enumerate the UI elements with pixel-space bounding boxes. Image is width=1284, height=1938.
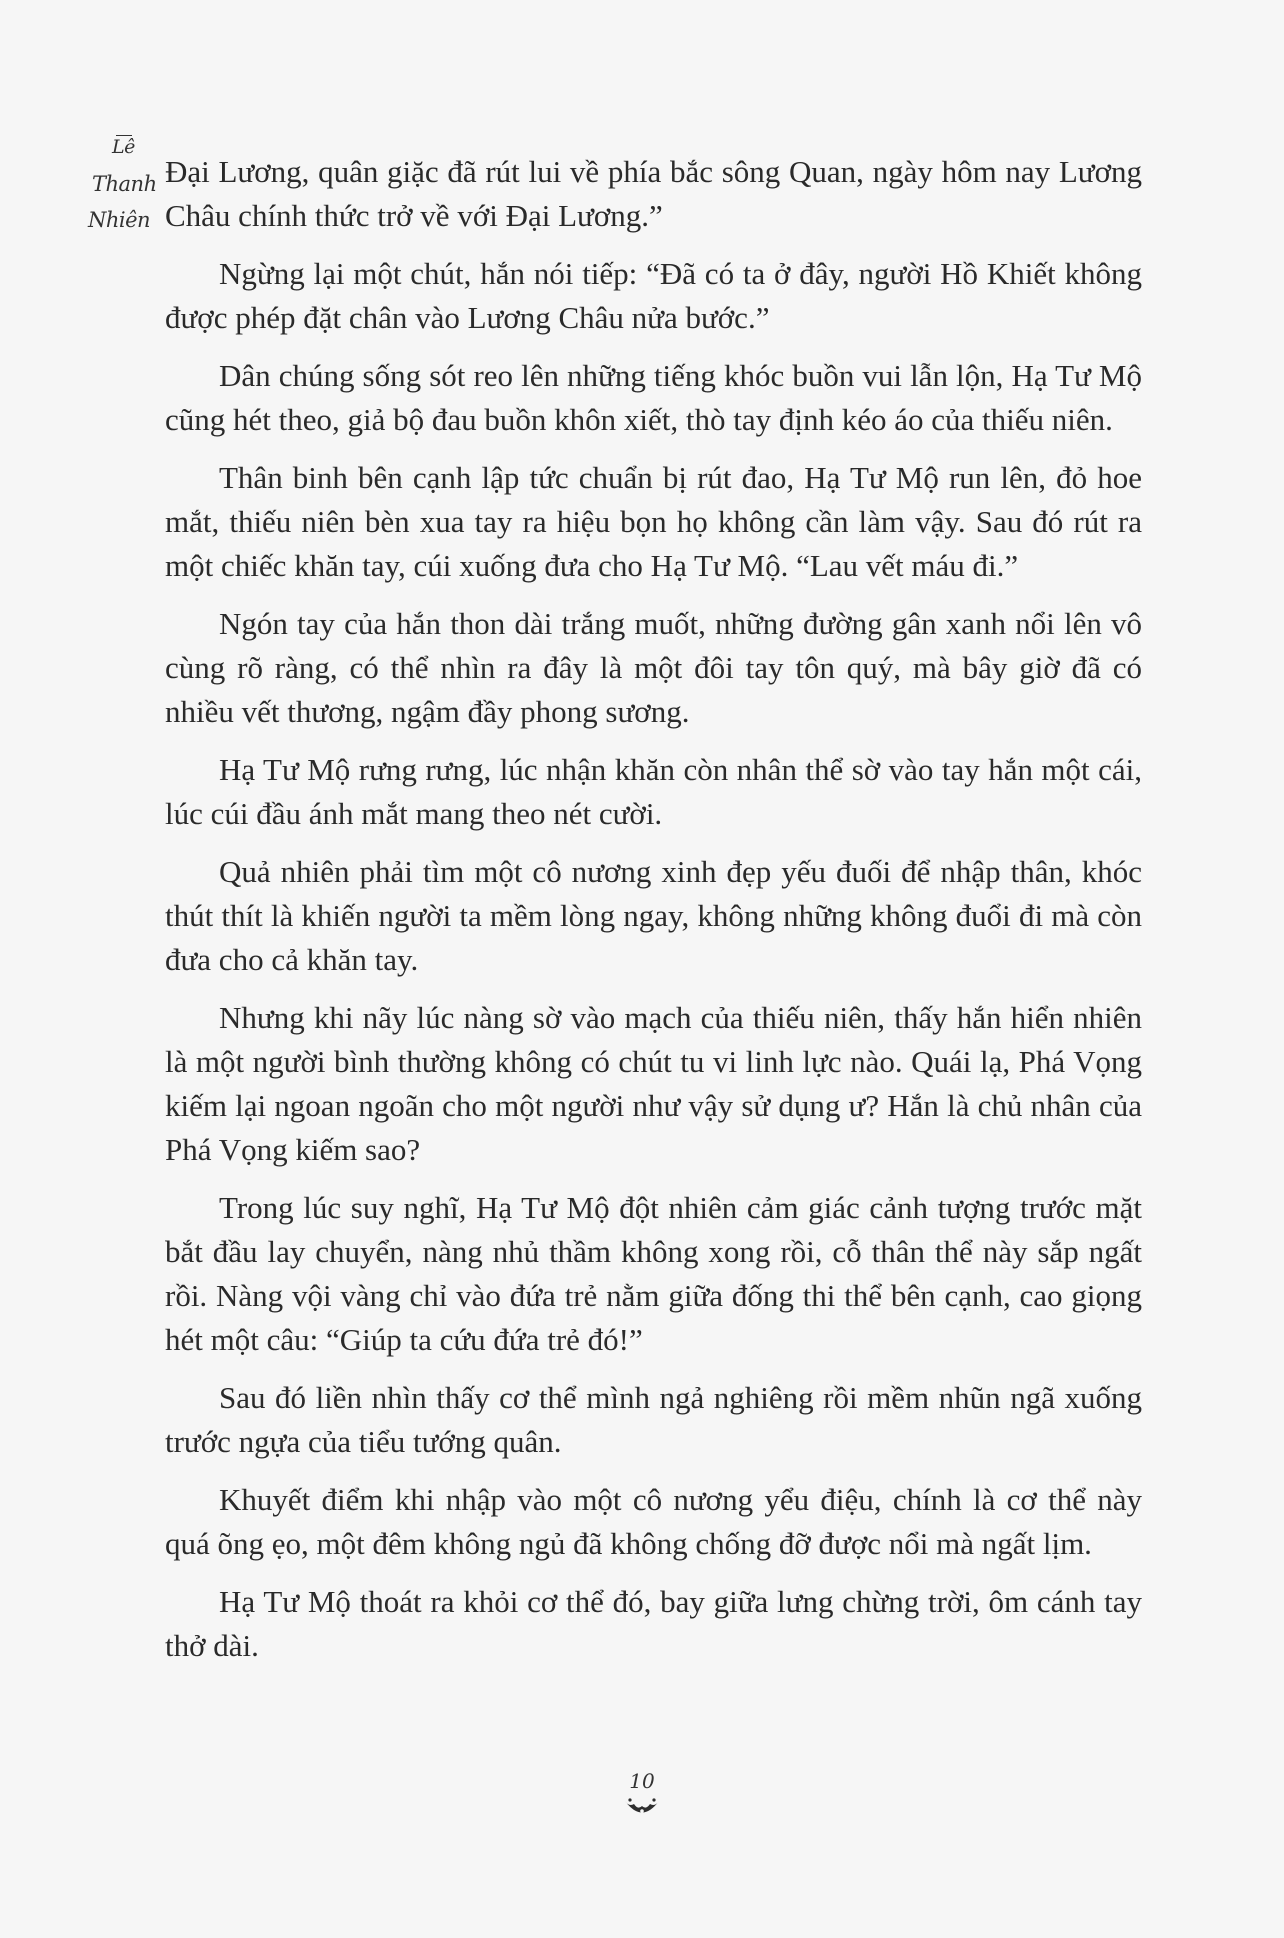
- page-ornament-icon: [622, 1796, 662, 1818]
- paragraph: Hạ Tư Mộ thoát ra khỏi cơ thể đó, bay giữa lưng chừng trời, ôm cánh tay thở dài.: [165, 1584, 1142, 1663]
- paragraph: Đại Lương, quân giặc đã rút lui về phía bắc sông Quan, ngày hôm nay Lương Châu chính thức trở về với Đại Lương.”: [165, 154, 1142, 233]
- paragraph: Ngừng lại một chút, hắn nói tiếp: “Đã có ta ở đây, người Hồ Khiết không được phép đặt chân vào Lương Châu nửa bước.”: [165, 256, 1142, 335]
- author-signature: [90, 130, 160, 250]
- paragraph: Thân binh bên cạnh lập tức chuẩn bị rút đao, Hạ Tư Mộ run lên, đỏ hoe mắt, thiếu niên bèn xua tay ra hiệu bọn họ không cần làm vậy. Sau đó rút ra một chiếc khăn tay, cúi xuống đưa cho Hạ Tư Mộ. “Lau vết máu đi.”: [165, 460, 1142, 583]
- page-footer: [612, 1768, 672, 1832]
- paragraph: Nhưng khi nãy lúc nàng sờ vào mạch của thiếu niên, thấy hắn hiển nhiên là một người bình thường không có chút tu vi linh lực nào. Quái lạ, Phá Vọng kiếm lại ngoan ngoãn cho một người như vậy sử dụng ư? Hắn là chủ nhân của Phá Vọng kiếm sao?: [165, 1000, 1142, 1167]
- signature-word-3: Nhiên: [88, 208, 151, 232]
- paragraph: Hạ Tư Mộ rưng rưng, lúc nhận khăn còn nhân thể sờ vào tay hắn một cái, lúc cúi đầu ánh mắt mang theo nét cười.: [165, 752, 1142, 831]
- page-number: 10: [629, 1769, 655, 1793]
- paragraph: Quả nhiên phải tìm một cô nương xinh đẹp yếu đuối để nhập thân, khóc thút thít là khiến người ta mềm lòng ngay, không những không đuổi đi mà còn đưa cho cả khăn tay.: [165, 854, 1142, 977]
- body-text: [165, 150, 1142, 1682]
- paragraph: Khuyết điểm khi nhập vào một cô nương yểu điệu, chính là cơ thể này quá õng ẹo, một đêm không ngủ đã không chống đỡ được nổi mà ngất lịm.: [165, 1482, 1142, 1561]
- signature-word-2: Thanh: [92, 172, 157, 196]
- paragraph: Ngón tay của hắn thon dài trắng muốt, những đường gân xanh nổi lên vô cùng rõ ràng, có thể nhìn ra đây là một đôi tay tôn quý, mà bây giờ đã có nhiều vết thương, ngậm đầy phong sương.: [165, 606, 1142, 729]
- signature-word-1: Lê: [112, 136, 135, 158]
- paragraph: Trong lúc suy nghĩ, Hạ Tư Mộ đột nhiên cảm giác cảnh tượng trước mặt bắt đầu lay chuyển, nàng nhủ thầm không xong rồi, cỗ thân thể này sắp ngất rồi. Nàng vội vàng chỉ vào đứa trẻ nằm giữa đống thi thể bên cạnh, cao giọng hét một câu: “Giúp ta cứu đứa trẻ đó!”: [165, 1190, 1142, 1357]
- paragraph: Dân chúng sống sót reo lên những tiếng khóc buồn vui lẫn lộn, Hạ Tư Mộ cũng hét theo, giả bộ đau buồn khôn xiết, thò tay định kéo áo của thiếu niên.: [165, 358, 1142, 437]
- paragraph: Sau đó liền nhìn thấy cơ thể mình ngả nghiêng rồi mềm nhũn ngã xuống trước ngựa của tiểu tướng quân.: [165, 1380, 1142, 1459]
